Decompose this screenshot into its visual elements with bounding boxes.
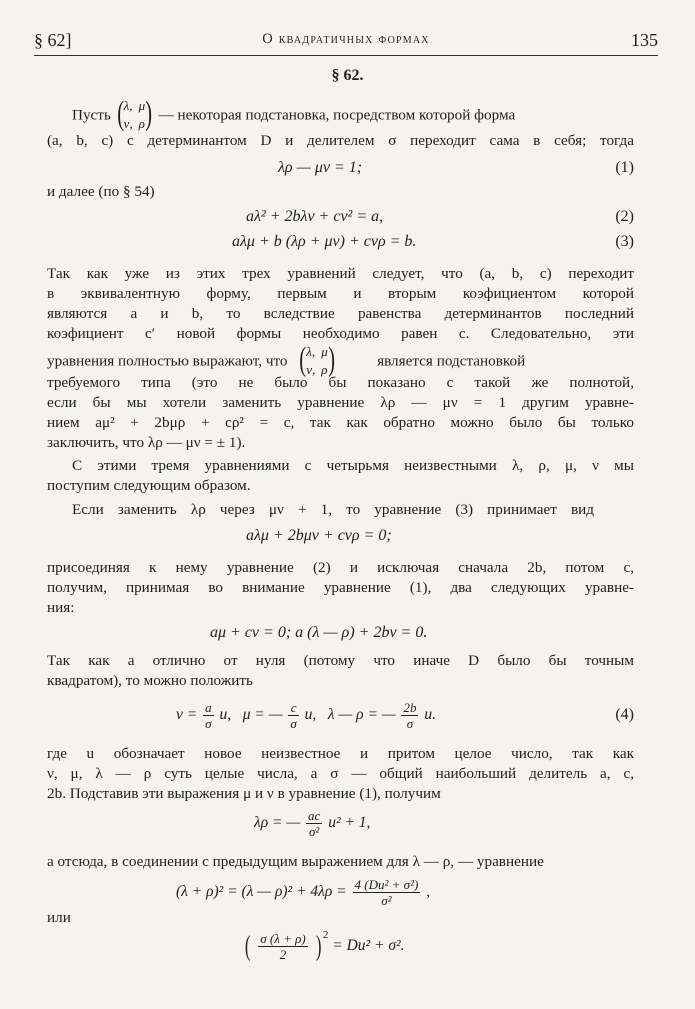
text-line: получим, принимая во внимание уравнение (1), два следующих уравне-	[47, 579, 634, 596]
matrix-entry: ν,	[306, 362, 316, 377]
numerator: a	[205, 699, 212, 715]
fraction	[353, 877, 421, 908]
matrix-entry: μ	[138, 98, 146, 113]
text-line: Так как уже из этих трех уравнений следует, что (a, b, c) переходит	[47, 265, 634, 282]
text-line: присоединяя к нему уравнение (2) и исключая сначала 2b, потом c,	[47, 559, 634, 576]
eq-part: u² + 1,	[328, 814, 371, 831]
left-paren: (	[299, 341, 307, 378]
text-fragment: является подстановкой	[377, 352, 526, 370]
text-fragment: — некоторая подстановка, посредством которой форма	[158, 106, 516, 124]
numerator: ac	[308, 807, 321, 823]
numerator: 4 (Du² + σ²)	[354, 876, 419, 892]
equation-number: (1)	[615, 159, 634, 176]
eq-part: (λ + ρ)² = (λ — ρ)² + 4λρ =	[176, 883, 347, 900]
text-line: С этими тремя уравнениями с четырьмя неизвестными λ, ρ, μ, ν мы	[72, 457, 634, 474]
eq-part: u,	[219, 706, 232, 723]
text-line: или	[47, 909, 71, 926]
eq-part: ν =	[176, 706, 198, 723]
numerator: 2b	[403, 699, 417, 715]
denominator: σ²	[381, 892, 392, 908]
text-line	[72, 95, 634, 134]
matrix-entry: ν,	[123, 116, 133, 131]
right-paren: )	[145, 95, 153, 132]
text-line: где u обозначает новое неизвестное и притом целое число, так как	[47, 745, 634, 762]
text-fragment: уравнения полностью выражают, что	[47, 352, 288, 370]
text-line: Если заменить λρ через μν + 1, то уравнение (3) принимает вид	[72, 501, 594, 518]
eq-part: = Du² + σ².	[332, 937, 405, 955]
denominator: 2	[279, 947, 287, 963]
right-paren: )	[328, 341, 336, 378]
eq-part: u,	[304, 706, 317, 723]
eq-part: λ — ρ = —	[327, 706, 396, 723]
text-line: 2b. Подставив эти выражения μ и ν в уравнение (1), получим	[47, 785, 441, 802]
text-line: а отсюда, в соединении с предыдущим выражением для λ — ρ, — уравнение	[47, 853, 544, 870]
equation-number: (4)	[615, 706, 634, 723]
equation	[176, 698, 436, 732]
eq-part: λρ = —	[254, 814, 301, 831]
fraction	[258, 931, 307, 962]
header-title: О квадратичных формах	[262, 31, 430, 47]
equation-number: (3)	[615, 233, 634, 250]
equation: aλμ + b (λρ + μν) + cνρ = b.	[232, 233, 417, 250]
text-line: Так как a отлично от нуля (потому что иначе D было бы точным	[47, 652, 634, 669]
equation: aλμ + 2bμν + cνρ = 0;	[246, 527, 392, 544]
numerator: σ (λ + ρ)	[260, 931, 306, 947]
matrix-entry: ρ	[321, 362, 328, 377]
section-title: § 62.	[331, 67, 364, 84]
text-line: коэфициент c′ новой формы необходимо равен c. Следовательно, эти	[47, 325, 634, 342]
text-fragment: Пусть	[72, 106, 111, 124]
eq-part: μ = —	[242, 706, 283, 723]
fraction	[401, 700, 418, 731]
running-header	[34, 30, 658, 58]
page-number: 135	[631, 30, 658, 50]
denominator: σ	[290, 715, 297, 731]
matrix-entry: λ,	[306, 344, 316, 359]
matrix-entry: μ	[321, 344, 328, 359]
substitution-matrix	[115, 95, 155, 134]
equation: λρ — μν = 1;	[278, 159, 363, 176]
text-line: поступим следующим образом.	[47, 477, 251, 494]
equation	[254, 806, 370, 840]
text-line: (a, b, c) с детерминантом D и делителем σ переходит сама в себя; тогда	[47, 132, 634, 149]
eq-part: u.	[424, 706, 436, 723]
eq-part: ,	[426, 883, 431, 900]
denominator: σ	[205, 715, 212, 731]
equation: aμ + cν = 0; a (λ — ρ) + 2bν = 0.	[210, 624, 428, 641]
text-line: заключить, что λρ — μν = ± 1).	[47, 434, 246, 451]
fraction	[306, 808, 322, 839]
denominator: σ	[406, 715, 414, 731]
fraction	[203, 700, 214, 731]
left-paren: (	[244, 930, 251, 962]
exponent: 2	[322, 929, 329, 941]
text-line: и далее (по § 54)	[47, 183, 155, 200]
matrix-entry: ρ	[138, 116, 145, 131]
equation	[176, 875, 430, 909]
numerator: c	[288, 700, 298, 716]
text-line: квадратом), то можно положить	[47, 672, 253, 689]
text-line: нием aμ² + 2bμρ + cρ² = c, так как обратно можно было бы только	[47, 414, 634, 431]
text-line: если бы мы хотели заменить уравнение λρ — μν = 1 другим уравне-	[47, 394, 634, 411]
right-paren: )	[315, 930, 322, 962]
header-rule	[34, 55, 658, 56]
text-line: требуемого типа (это не было бы показано с такой же полнотой,	[47, 374, 634, 391]
matrix-entry: λ,	[123, 98, 133, 113]
text-line: в эквивалентную форму, первым и вторым коэфициентом которой	[47, 285, 634, 302]
text-line: являются a и b, то вследствие равенства детерминантов последний	[47, 305, 634, 322]
denominator: σ²	[309, 823, 320, 839]
equation: aλ² + 2bλν + cν² = a,	[246, 208, 384, 225]
left-paren: (	[116, 95, 124, 132]
header-section-ref: § 62]	[34, 30, 72, 50]
equation-number: (2)	[615, 208, 634, 225]
text-line: ν, μ, λ — ρ суть целые числа, a σ — общий наибольший делитель a, c,	[47, 765, 634, 782]
text-line: ния:	[47, 599, 75, 616]
equation	[243, 923, 405, 965]
fraction	[288, 700, 298, 731]
